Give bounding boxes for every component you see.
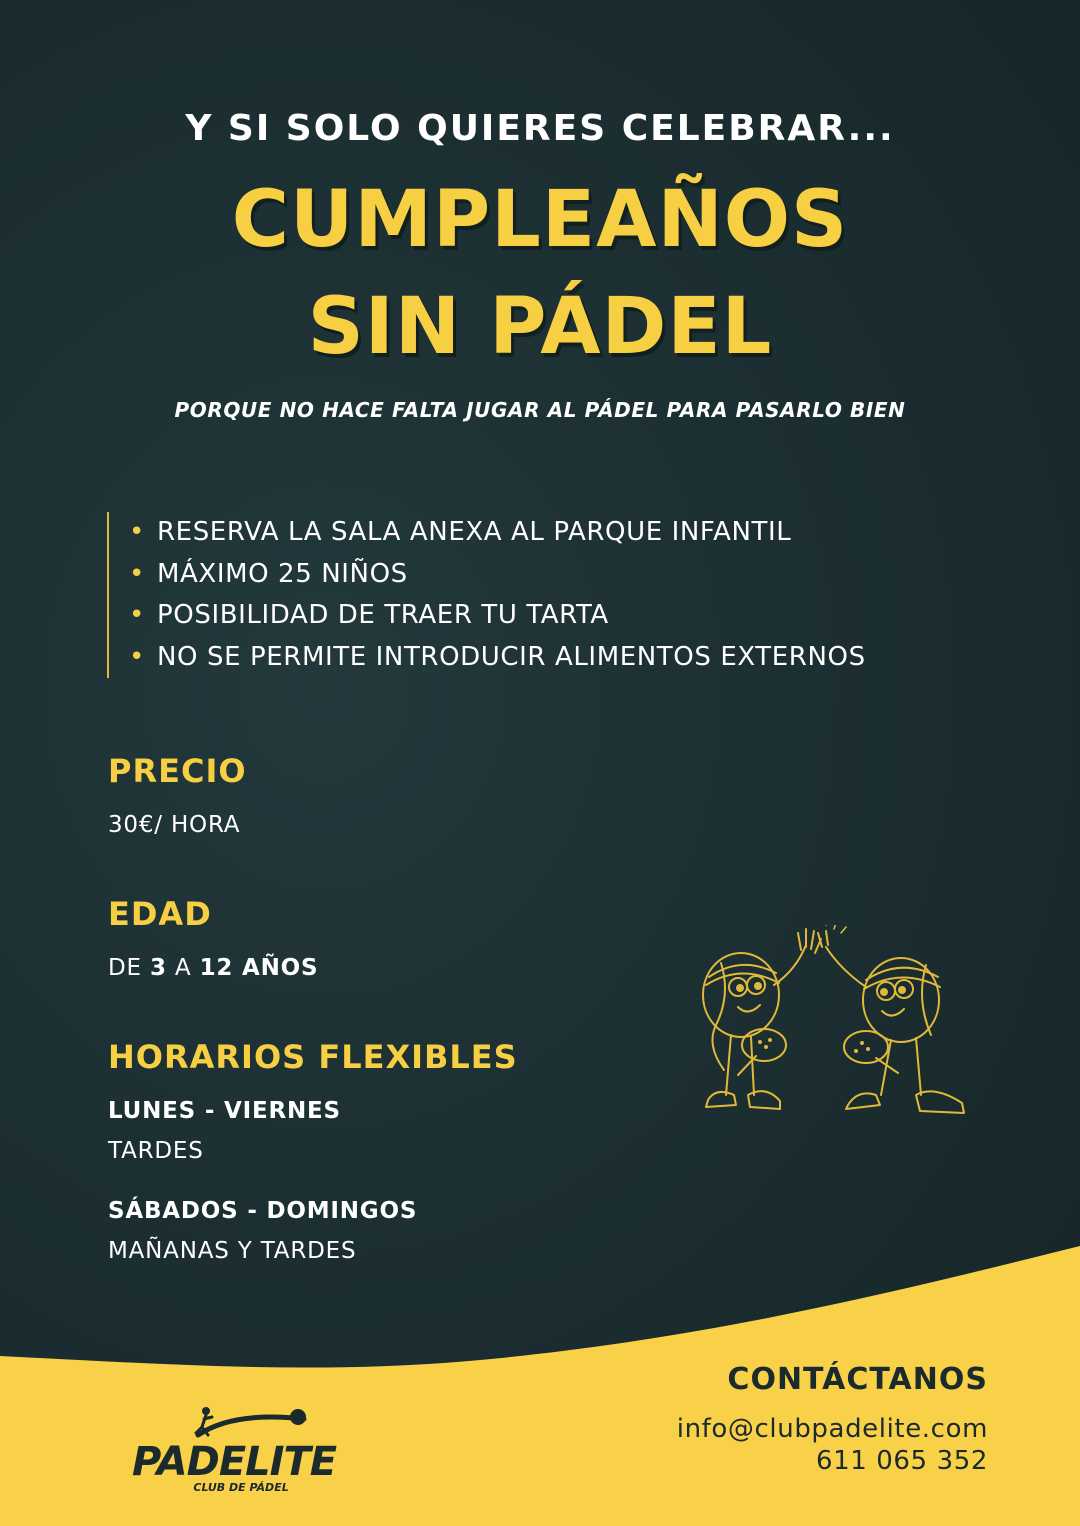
logo-word: PADELITE — [132, 1439, 337, 1485]
feature-item: • MÁXIMO 25 NIÑOS — [129, 554, 866, 596]
schedule-heading: HORARIOS FLEXIBLES — [108, 1038, 518, 1076]
age-heading: EDAD — [108, 895, 212, 933]
weekend-time: MAÑANAS Y TARDES — [108, 1238, 357, 1264]
age-value: DE 3 A 12 AÑOS — [108, 955, 319, 981]
main-title-line1: CUMPLEAÑOS — [231, 175, 849, 265]
weekdays-time: TARDES — [108, 1138, 204, 1164]
contact-email[interactable]: info@clubpadelite.com — [676, 1414, 988, 1444]
feature-item: • POSIBILIDAD DE TRAER TU TARTA — [129, 595, 866, 637]
main-title-line2: SIN PÁDEL — [307, 282, 773, 372]
bullet-icon: • — [129, 517, 145, 547]
bullet-icon: • — [129, 558, 145, 589]
padel-balls-high-five-icon — [676, 925, 976, 1145]
bullet-icon: • — [129, 600, 145, 630]
feature-item: • NO SE PERMITE INTRODUCIR ALIMENTOS EXTERNOS — [129, 637, 866, 679]
weekend-label: SÁBADOS - DOMINGOS — [108, 1198, 418, 1224]
padel-player-icon — [194, 1405, 314, 1439]
feature-item: • RESERVA LA SALA ANEXA AL PARQUE INFANTIL — [129, 512, 866, 554]
tagline: PORQUE NO HACE FALTA JUGAR AL PÁDEL PARA PASARLO BIEN — [174, 398, 906, 422]
pretitle: Y SI SOLO QUIERES CELEBRAR... — [185, 108, 895, 149]
contact-heading: CONTÁCTANOS — [727, 1362, 988, 1397]
contact-phone[interactable]: 611 065 352 — [815, 1446, 988, 1476]
bullet-icon: • — [129, 641, 145, 672]
price-heading: PRECIO — [108, 752, 247, 790]
weekdays-label: LUNES - VIERNES — [108, 1098, 341, 1124]
logo-subtitle: CLUB DE PÁDEL — [193, 1481, 289, 1494]
club-logo — [132, 1405, 336, 1494]
price-value: 30€/ HORA — [108, 812, 241, 838]
features-list — [107, 512, 866, 678]
